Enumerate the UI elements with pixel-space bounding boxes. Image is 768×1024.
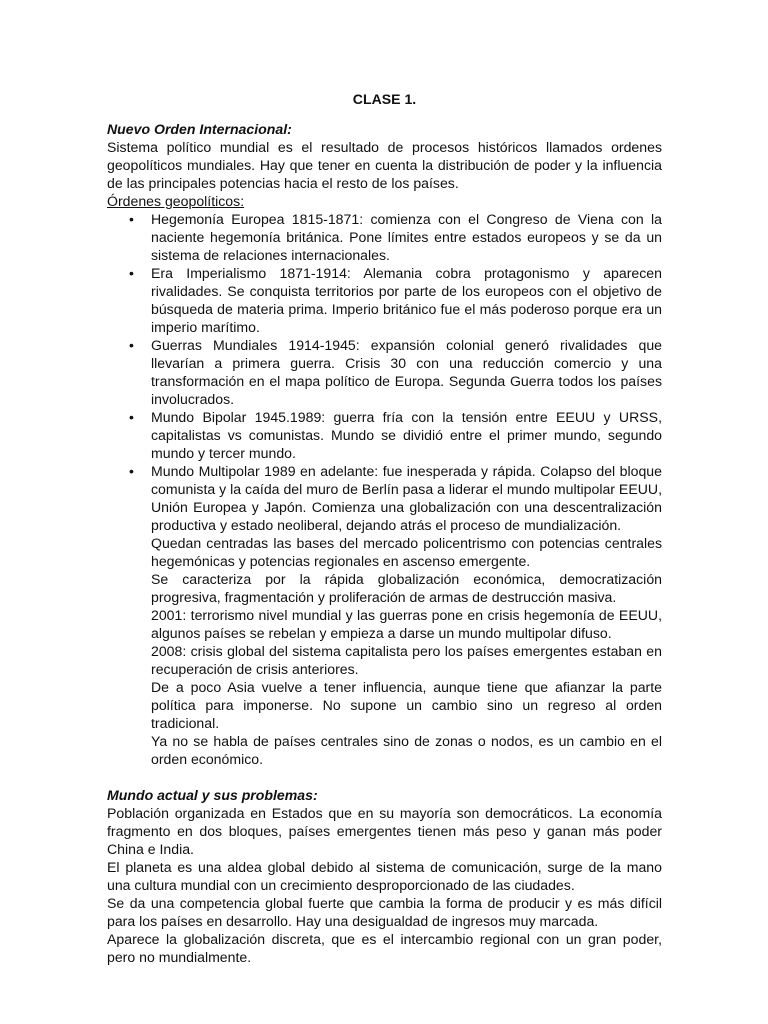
spacer	[107, 768, 662, 786]
list-item-text: • Mundo Multipolar 1989 en adelante: fue inesperada y rápida. Colapso del bloque comunista y la caída del muro de Berlín pasa a liderar el mundo multipolar EEUU, Unión Europea y Japón. Comienza una globalización con una descentralización productiva y estado neoliberal, dejando atrás el proceso de mundialización.	[151, 463, 662, 533]
continuation-paragraph: Ya no se habla de países centrales sino de zonas o nodos, es un cambio en el orden económico.	[151, 733, 662, 767]
body-paragraph: El planeta es una aldea global debido al sistema de comunicación, surge de la mano una cultura mundial con un crecimiento desproporcionado de las ciudades.	[107, 859, 662, 893]
list-item	[151, 336, 662, 408]
document-body	[107, 90, 662, 966]
list-item	[151, 210, 662, 264]
body-paragraph: Aparece la globalización discreta, que es el intercambio regional con un gran poder, pero no mundialmente.	[107, 931, 662, 965]
subheading-ordenes: Órdenes geopolíticos:	[107, 193, 245, 209]
section-heading-nuevo-orden: Nuevo Orden Internacional:	[107, 121, 292, 137]
continuation-paragraph: De a poco Asia vuelve a tener influencia, aunque tiene que afianzar la parte política para imponerse. No supone un cambio sino un regreso al orden tradicional.	[151, 679, 662, 731]
list-item	[151, 462, 662, 768]
list-item-text: Era Imperialismo 1871-1914: Alemania cobra protagonismo y aparecen rivalidades. Se conquista territorios por parte de los europeos con el objetivo de búsqueda de materia prima. Imperio británico fue el más poderoso porque era un imperio marítimo.	[151, 265, 662, 335]
geopolitical-orders-list	[107, 210, 662, 768]
list-item	[151, 264, 662, 336]
continuation-paragraph: Se caracteriza por la rápida globalización económica, democratización progresiva, fragmentación y proliferación de armas de destrucción masiva.	[151, 571, 662, 605]
list-item	[151, 408, 662, 462]
body-paragraph: Se da una competencia global fuerte que cambia la forma de producir y es más difícil para los países en desarrollo. Hay una desigualdad de ingresos muy marcada.	[107, 895, 662, 929]
continuation-paragraph: Quedan centradas las bases del mercado policentrismo con potencias centrales hegemónicas y potencias regionales en ascenso emergente.	[151, 535, 662, 569]
continuation-paragraph: 2008: crisis global del sistema capitalista pero los países emergentes estaban en recuperación de crisis anteriores.	[151, 643, 662, 677]
list-item-text: Guerras Mundiales 1914-1945: expansión colonial generó rivalidades que llevarían a primera guerra. Crisis 30 con una reducción comercio y una transformación en el mapa político de Europa. Segunda Guerra todos los países involucrados.	[151, 337, 662, 407]
continuation-paragraph: 2001: terrorismo nivel mundial y las guerras pone en crisis hegemonía de EEUU, algunos países se rebelan y empieza a darse un mundo multipolar difuso.	[151, 607, 662, 641]
page-title: CLASE 1.	[352, 91, 417, 107]
section-heading-mundo-actual: Mundo actual y sus problemas:	[107, 787, 318, 803]
list-item-text: Mundo Bipolar 1945.1989: guerra fría con la tensión entre EEUU y URSS, capitalistas vs comunistas. Mundo se dividió entre el primer mundo, segundo mundo y tercer mundo.	[151, 409, 662, 461]
intro-paragraph: Sistema político mundial es el resultado de procesos históricos llamados ordenes geopolíticos mundiales. Hay que tener en cuenta la distribución de poder y la influencia de las principales potencias hacia el resto de los países.	[107, 139, 662, 191]
list-item-text: Hegemonía Europea 1815-1871: comienza con el Congreso de Viena con la naciente hegemonía británica. Pone límites entre estados europeos y se da un sistema de relaciones internacionales.	[151, 211, 662, 263]
body-paragraph: Población organizada en Estados que en su mayoría son democráticos. La economía fragmento en dos bloques, países emergentes tienen más peso y ganan más poder China e India.	[107, 805, 662, 857]
